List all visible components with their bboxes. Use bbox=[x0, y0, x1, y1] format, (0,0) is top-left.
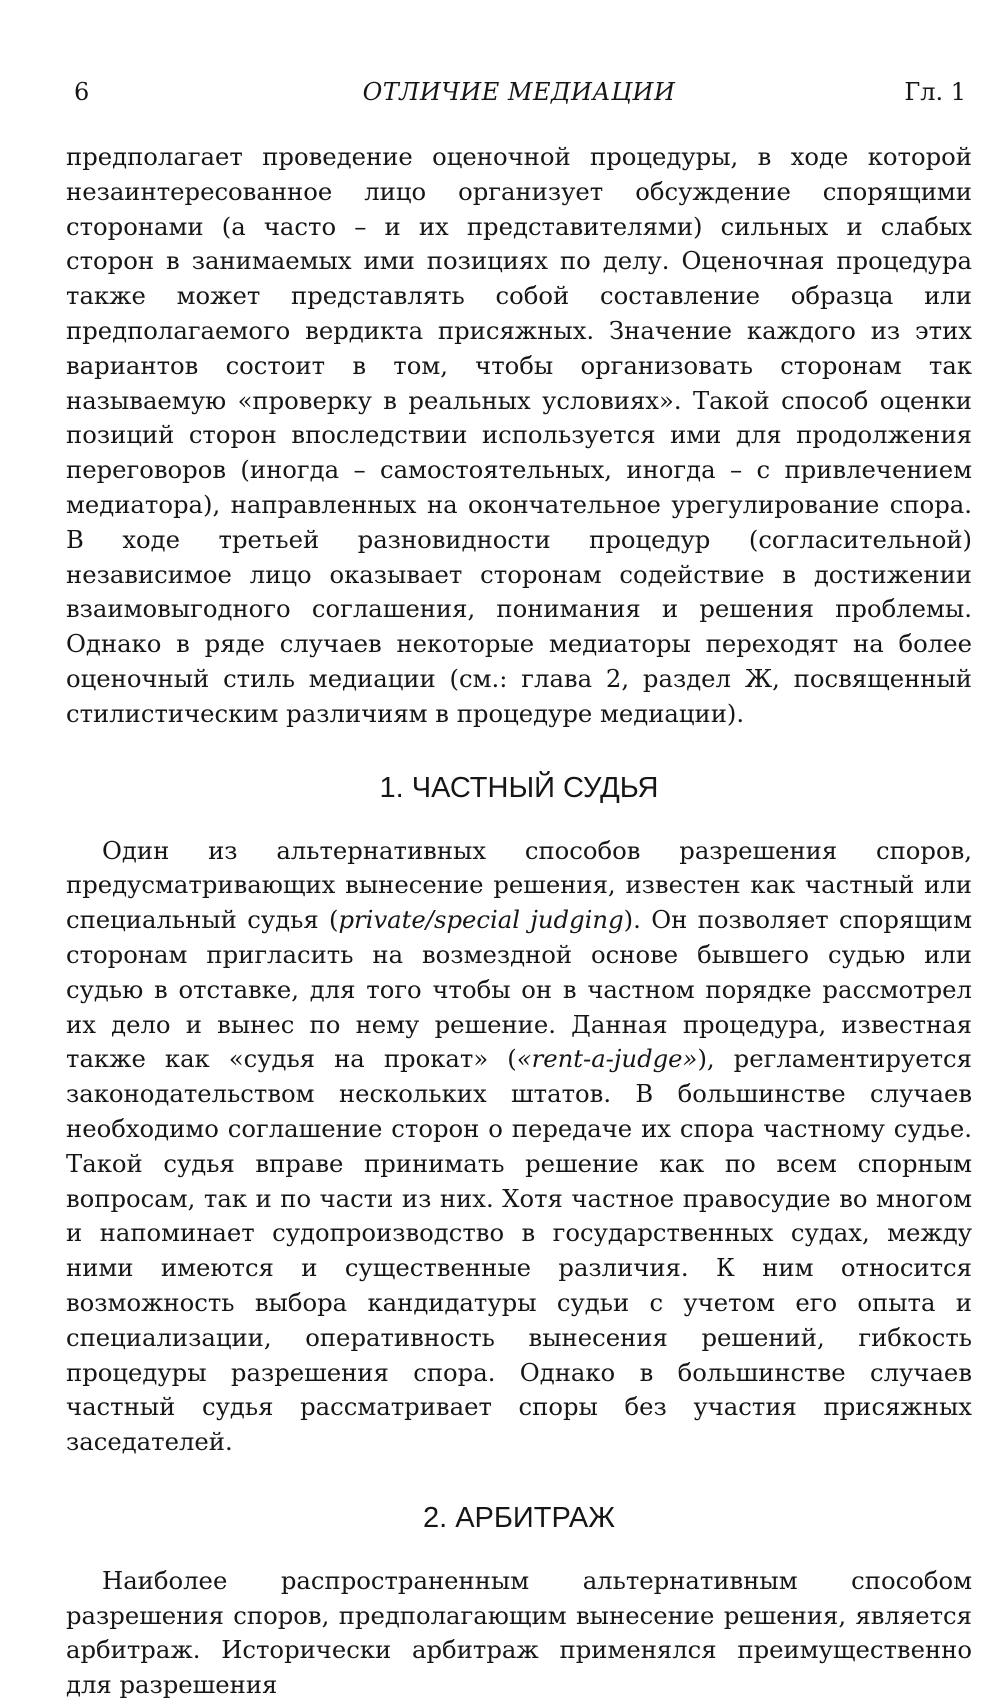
chapter-reference: Гл. 1 bbox=[904, 78, 966, 106]
paragraph-continued: предполагает проведение оценочной процедуры, в ходе которой незаинтересованное лицо организует обсуждение спорящими сторонами (а часто – и их представителями) сильных и слабых сторон в занимаемых ими позициях по делу. Оценочная процедура также может представлять собой составление образца или предполагаемого вердикта присяжных. Значение каждого из этих вариантов состоит в том, чтобы организовать сторонам так называемую «проверку в реальных условиях». Такой способ оценки позиций сторон впоследствии используется ими для продолжения переговоров (иногда – самостоятельных, иногда – с привлечением медиатора), направленных на окончательное урегулирование спора. В ходе третьей разновидности процедур (согласительной) независимое лицо оказывает сторонам содействие в достижении взаимовыгодного соглашения, понимания и решения проблемы. Однако в ряде случаев некоторые медиаторы переходят на более оценочный стиль медиации (см.: глава 2, раздел Ж, посвященный стилистическим различиям в процедуре медиации). bbox=[66, 142, 972, 728]
term-private-special-judging: private/special judging bbox=[338, 905, 624, 935]
term-rent-a-judge: «rent-a-judge» bbox=[516, 1044, 698, 1074]
running-title: ОТЛИЧИЕ МЕДИАЦИИ bbox=[362, 78, 676, 106]
paragraph-text-part: ), регламентируется законодательством нескольких штатов. В большинстве случаев необходимо соглашение сторон о передаче их спора частному судье. Такой судья вправе принимать решение как по всем спорным вопросам, так и по части из них. Хотя частное правосудие во многом и напоминает судопроизводство в государственных судах, между ними имеются и существенные различия. К ним относится возможность выбора кандидатуры судьи с учетом его опыта и специализации, оперативность вынесения решений, гибкость процедуры разрешения спора. Однако в большинстве случаев частный судья рассматривает споры без участия присяжных заседателей. bbox=[66, 1044, 972, 1457]
running-head bbox=[66, 72, 972, 112]
paragraph-private-judge bbox=[66, 834, 972, 1460]
paragraph-text-part: Один из альтернативных способов разрешения споров, предусматривающих вынесение решения, известен как частный или специальный судья ( bbox=[66, 835, 972, 935]
paragraph-arbitration: Наиболее распространенным альтернативным способом разрешения споров, предполагающим вынесение решения, является арбитраж. Исторически арбитраж применялся преимущественно для разрешения bbox=[66, 1565, 972, 1700]
section-heading-arbitration: 2. АРБИТРАЖ bbox=[422, 1501, 616, 1534]
paragraph-text-part: ). Он позволяет спорящим сторонам пригласить на возмездной основе бывшего судью или судью в отставке, для того чтобы он в частном порядке рассмотрел их дело и вынес по нему решение. Данная процедура, известная также как «судья на прокат» ( bbox=[66, 905, 972, 1074]
section-heading-private-judge: 1. ЧАСТНЫЙ СУДЬЯ bbox=[379, 771, 659, 804]
page-number: 6 bbox=[74, 78, 90, 106]
